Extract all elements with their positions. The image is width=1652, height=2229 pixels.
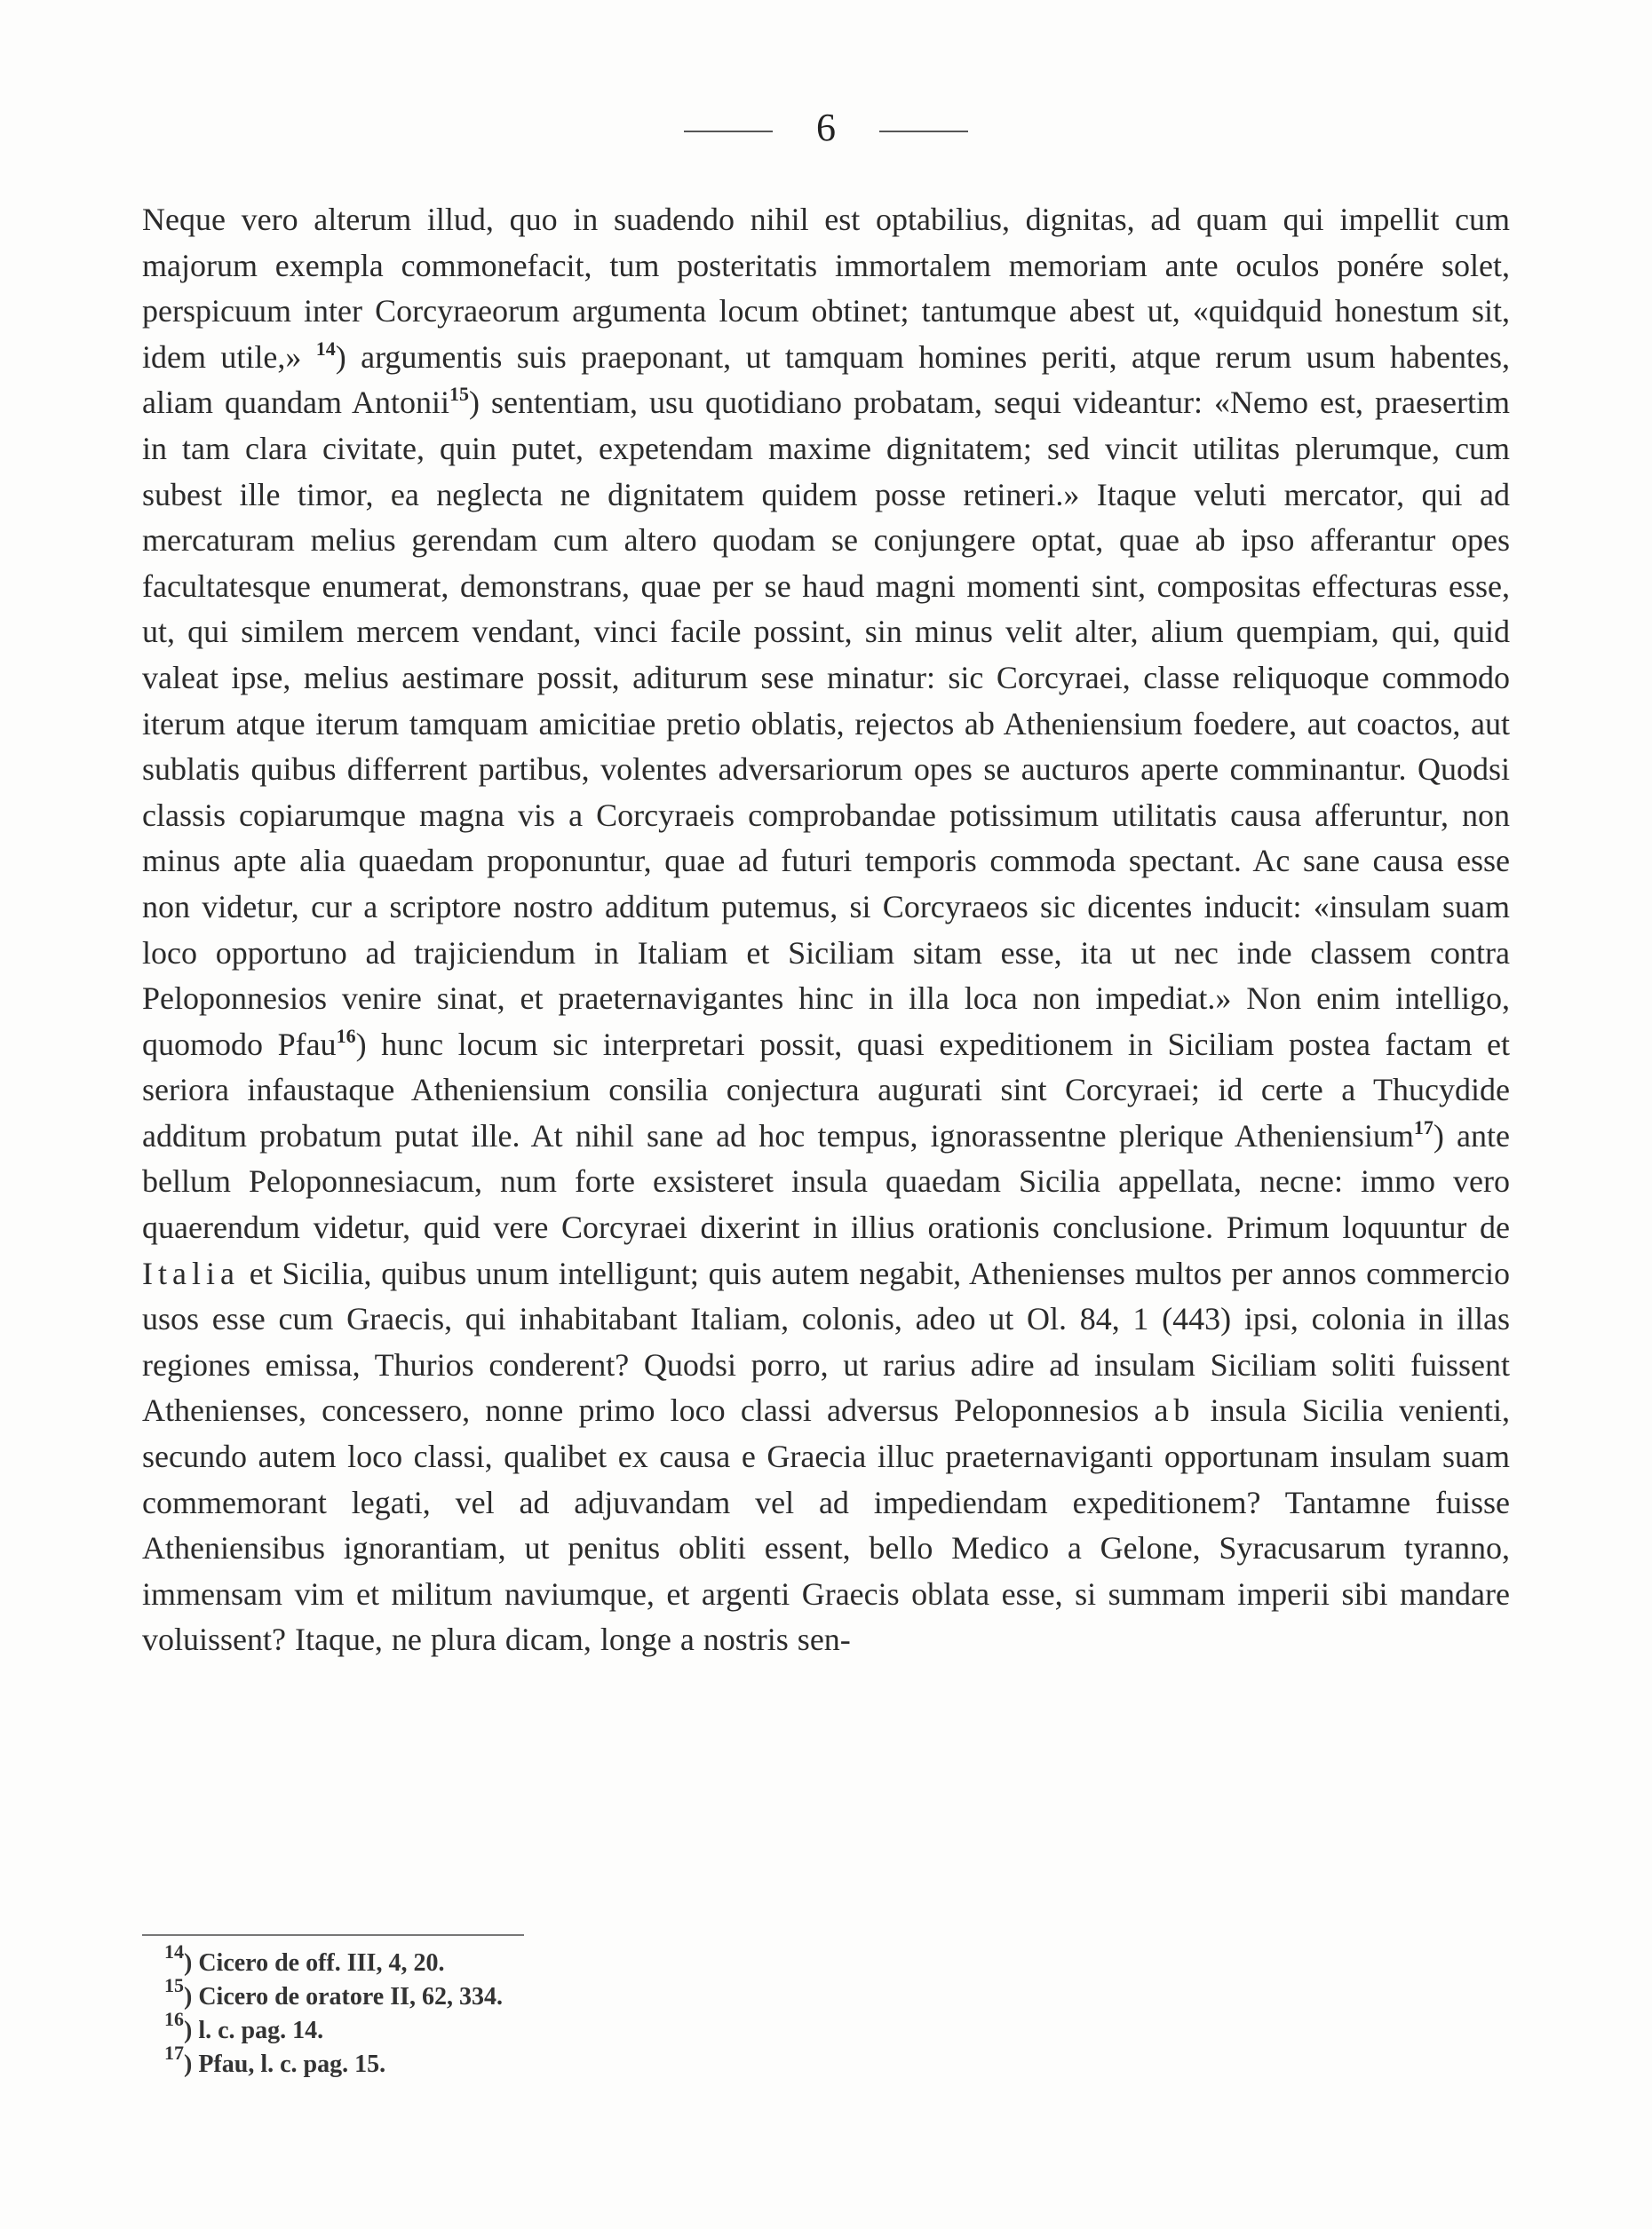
text-segment: Neque vero alterum illud, quo in suadendo nihil est optabilius, dignitas, ad quam qui impellit cum majorum exempla commonefacit, tum posteritatis immortalem memoriam ante oculos ponére solet, perspicuum inter Corcyraeorum argumenta locum obtinet; tantumque abest ut, «quidquid honestum sit, idem utile,»	[142, 202, 1510, 375]
page-header	[0, 105, 1652, 150]
footnote-text: ) Cicero de oratore II, 62, 334.	[184, 1983, 503, 2011]
footnote	[164, 1940, 1230, 1980]
paragraph	[142, 197, 1510, 1663]
footnote-mark: 15	[164, 1974, 184, 1996]
emphasized-word: Italia	[142, 1255, 240, 1291]
emphasized-word: ab	[1154, 1392, 1195, 1429]
text-segment: ) hunc locum sic interpretari possit, quasi expeditionem in Siciliam postea factam et seriora infaustaque Atheniensium consilia conjectura augurati sint Corcyraei; id certe a Thucydide additum probatum putat ille. At nihil sane ad hoc tempus, ignorassentne plerique Atheniensium	[142, 1026, 1510, 1154]
text-segment: ) sententiam, usu quotidiano probatam, sequi videantur: «Nemo est, praesertim in tam clara civitate, quin putet, expetendam maxime dignitatem; sed vincit utilitas plerumque, cum subest ille timor, ea neglecta ne dignitatem quidem posse retineri.» Itaque veluti mercator, qui ad mercaturam melius gerendam cum altero quodam se conjungere optat, quae ab ipso afferantur opes facultatesque enumerat, demonstrans, quae per se haud magni momenti sint, compositas effecturas esse, ut, qui similem mercem vendant, vinci facile possint, sin minus velit alter, alium quempiam, qui, quid valeat ipse, melius aestimare possit, aditurum sese minatur: sic Corcyraei, classe reliquoque commodo iterum atque iterum tamquam amicitiae pretio oblatis, rejectos ab Atheniensium foedere, aut coactos, aut sublatis quibus differrent partibus, volentes adversariorum opes se aucturos aperte comminantur. Quodsi classis copiarumque magna vis a Corcyraeis comprobandae potissimum utilitatis causa afferuntur, non minus apte alia quaedam proponuntur, quae ad futuri temporis commoda spectant. Ac sane causa esse non videtur, cur a scriptore nostro additum putemus, si Corcyraeos sic dicentes inducit: «insulam suam loco opportuno ad trajiciendum in Italiam et Siciliam sitam esse, ita ut nec inde classem contra Peloponnesios venire sinat, et praeternavigantes hinc in illa loca non impediat.» Non enim intelligo, quomodo Pfau	[142, 385, 1510, 1062]
body-paragraph	[142, 197, 1510, 1663]
footnotes	[164, 1940, 1230, 2082]
footnote-ref: 17	[1413, 1115, 1434, 1138]
footnote-mark: 14	[164, 1940, 184, 1963]
footnote-mark: 16	[164, 2008, 184, 2030]
footnote-text: ) Cicero de off. III, 4, 20.	[184, 1949, 445, 1977]
footnote-ref: 14	[315, 337, 336, 360]
text-segment: et Sicilia, quibus unum intelligunt; quis autem negabit, Athenienses multos per annos commercio usos esse cum Graecis, qui inhabitabant Italiam, colonis, adeo ut Ol. 84, 1 (443) ipsi, colonia in illas regiones emissa, Thurios conderent? Quodsi porro, ut rarius adire ad insulam Siciliam soliti fuissent Athenienses, concessero, nonne primo loco classi adversus Peloponnesios	[142, 1255, 1510, 1429]
page-number: 6	[816, 106, 836, 149]
footnote	[164, 2008, 1230, 2048]
footnote-divider	[142, 1934, 524, 1936]
footnote-ref: 16	[336, 1024, 356, 1047]
text-segment: ) ante bellum Peloponnesiacum, num forte exsisteret insula quaedam Sicilia appellata, necne: immo vero quaerendum videtur, quid vere Corcyraei dixerint in illius orationis conclusione. Primum loquuntur de	[142, 1117, 1510, 1246]
text-segment: insula Sicilia venienti, secundo autem loco classi, qualibet ex causa e Graecia illuc praeternaviganti opportunam insulam suam commemorant legati, vel ad adjuvandam vel ad impediendam expeditionem? Tantamne fuisse Atheniensibus ignorantiam, ut penitus obliti essent, bello Medico a Gelone, Syracusarum tyranno, immensam vim et militum naviumque, et argenti Graecis oblata esse, si summam imperii sibi mandare voluissent? Itaque, ne plura dicam, longe a nostris sen-	[142, 1392, 1510, 1658]
footnote	[164, 2042, 1230, 2082]
text-segment: ) argumentis suis praeponant, ut tamquam homines periti, atque rerum usum habentes, aliam quandam Antonii	[142, 338, 1510, 421]
footnote	[164, 1974, 1230, 2014]
footnote-ref: 15	[449, 383, 469, 406]
header-rule-left	[684, 131, 773, 132]
footnote-text: ) Pfau, l. c. pag. 15.	[184, 2051, 386, 2078]
footnote-mark: 17	[164, 2042, 184, 2064]
header-rule-right	[879, 131, 968, 132]
footnote-text: ) l. c. pag. 14.	[184, 2017, 324, 2044]
